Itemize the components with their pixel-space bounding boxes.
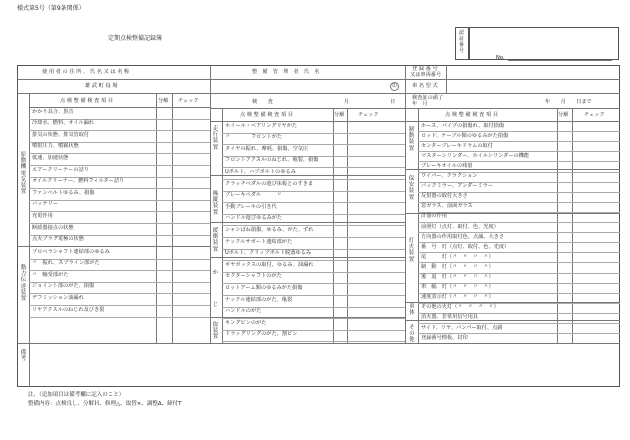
- check-item-label: ロッド、ケーブル類のゆるみがた損傷: [421, 132, 509, 139]
- section-engine: 原動機電気装置: [20, 152, 27, 196]
- check-cell[interactable]: [347, 318, 405, 330]
- check-item-label: ワイパー、クラクション: [421, 173, 478, 179]
- check-cell[interactable]: [347, 260, 405, 272]
- check-cell[interactable]: [347, 167, 405, 179]
- header-line-1: [17, 79, 620, 80]
- check-item-label: 冷却水、燃料、オイル漏れ: [32, 120, 94, 127]
- check-cell[interactable]: [347, 330, 405, 342]
- sep-engine-power: [17, 246, 210, 247]
- col2-bunkai-header: 分解: [334, 112, 345, 118]
- check-cell[interactable]: [347, 156, 405, 168]
- expiry-label-1: 検査証の満了: [412, 95, 444, 101]
- col1-items-header: 点 検 整 備 検 査 項 目: [60, 98, 114, 104]
- no-label: No.: [496, 55, 505, 61]
- check-cell[interactable]: [572, 222, 620, 232]
- cert-number-box[interactable]: [469, 27, 619, 60]
- check-cell[interactable]: [172, 211, 210, 223]
- check-item-label: 計器の作用: [421, 213, 447, 220]
- section-ji: じ: [212, 302, 219, 308]
- section-other: その他: [409, 325, 415, 344]
- sep-brake-safety: [405, 169, 620, 170]
- check-cell[interactable]: [172, 235, 210, 247]
- check-cell[interactable]: [347, 191, 405, 203]
- section-power: 動力伝達装置: [20, 265, 27, 303]
- check-cell[interactable]: [172, 223, 210, 235]
- check-item-label: 前照灯（点灯、取付、色、光度）: [421, 223, 499, 230]
- check-cell[interactable]: [172, 270, 210, 282]
- check-cell[interactable]: [347, 295, 405, 307]
- check-item-label: ギヤボックスの取付、ゆるみ、油漏れ: [225, 261, 314, 268]
- check-cell[interactable]: [172, 188, 210, 200]
- check-item-label: ドラッグリングのがた、割ピン: [225, 331, 298, 338]
- document-title: 定期点検整備記録簿: [108, 35, 163, 42]
- check-item-label: 速度表示灯（〃 〃 〃 〃）: [421, 294, 494, 301]
- check-cell[interactable]: [572, 242, 620, 252]
- check-item-label: 尾 灯（〃 〃 〃 〃）: [421, 253, 494, 260]
- check-item-label: 排気の状態、排気管取付: [32, 131, 90, 138]
- check-item-label: ファンベルトゆるみ、損傷: [32, 189, 95, 196]
- check-cell[interactable]: [572, 262, 620, 272]
- check-item-label: キングピンのがた: [225, 319, 267, 326]
- check-cell[interactable]: [572, 141, 620, 151]
- check-cell[interactable]: [347, 214, 405, 226]
- remarks-area[interactable]: [30, 344, 619, 386]
- section-lights: 灯火装置: [408, 238, 415, 263]
- col2-start-line: [210, 93, 211, 343]
- check-item-label: 〃 フロントがた: [225, 134, 283, 141]
- check-cell[interactable]: [347, 133, 405, 145]
- check-cell[interactable]: [347, 283, 405, 295]
- section-body: 車体: [409, 304, 415, 317]
- check-cell[interactable]: [347, 272, 405, 284]
- check-cell[interactable]: [572, 151, 620, 161]
- check-cell[interactable]: [347, 202, 405, 214]
- check-cell[interactable]: [572, 273, 620, 283]
- check-item-label: 噴射圧力、噴霧状態: [32, 143, 79, 150]
- check-cell[interactable]: [172, 200, 210, 212]
- check-item-label: ナックルサポート連結部がた: [225, 238, 293, 245]
- check-item-label: 制 動 灯（〃 〃 〃 〃）: [421, 263, 494, 270]
- check-item-label: バッテリー: [32, 201, 58, 208]
- user-value[interactable]: 雄 武 町 役 場: [85, 83, 118, 89]
- check-cell[interactable]: [172, 153, 210, 165]
- check-cell[interactable]: [347, 144, 405, 156]
- check-item-label: かかり具合、異音: [32, 108, 74, 115]
- check-item-label: サイド、リヤ、バンパー取付、点錆: [421, 324, 503, 331]
- col3-check-header: チェック: [584, 112, 605, 118]
- cert-label: 認証番号: [458, 30, 464, 54]
- check-cell[interactable]: [172, 177, 210, 189]
- check-item-label: シャシばね損傷、ゆるみ、がた、ずれ: [225, 226, 314, 233]
- section-running: 走行装置: [212, 126, 219, 151]
- check-item-label: 方向器の作用取付色、点滅、大きさ: [421, 233, 505, 240]
- col2-items-header: 点 検 整 備 検 査 項 目: [240, 112, 294, 118]
- footer-legend: 整備内容：点検良し、分解Ｈ、修理△、取替×、調整Δ、締付T: [28, 401, 182, 407]
- check-cell[interactable]: [572, 202, 620, 212]
- check-cell[interactable]: [572, 303, 620, 313]
- check-item-label: エアークリーナーの詰り: [32, 166, 89, 173]
- check-cell[interactable]: [172, 305, 210, 317]
- col3-start-line: [405, 93, 406, 343]
- check-item-label: ロットアーム類のゆるみがた損傷: [225, 284, 303, 291]
- col1-check-header: チェック: [178, 98, 199, 104]
- section-brake-ctl: 取装置: [212, 322, 219, 341]
- check-cell[interactable]: [172, 259, 210, 271]
- check-item-label: Uボルト、ハブボルトのゆるみ: [225, 168, 296, 175]
- sep-steering-suspension: [210, 222, 405, 223]
- check-item-label: 後 退 灯（〃 〃 〃 〃）: [421, 274, 494, 280]
- check-cell[interactable]: [347, 225, 405, 237]
- check-cell[interactable]: [572, 172, 620, 182]
- inspection-label: 検 査: [252, 99, 273, 105]
- col3-items-header: 点 検 整 備 検 査 項 目: [445, 112, 499, 118]
- check-item-label: その他の火灯（〃 〃 〃 〃）: [421, 304, 499, 311]
- col2-check-header: チェック: [358, 112, 379, 118]
- header-divider-3: [446, 65, 447, 93]
- inspection-month: 月: [344, 99, 350, 105]
- col3-section-line: [418, 108, 419, 343]
- check-cell[interactable]: [572, 283, 620, 293]
- check-item-label: 登録番号標板、封印: [421, 334, 468, 341]
- col3-bunkai-line: [557, 108, 558, 343]
- expiry-label-2: 年 月: [412, 101, 428, 107]
- check-cell[interactable]: [172, 130, 210, 142]
- col1-bunkai-header: 分解: [158, 98, 169, 104]
- no-underline: [508, 60, 612, 61]
- check-item-label: Uボルト、クリップボルト脱落ゆるみ: [225, 250, 312, 257]
- check-item-label: 〃 軸受部がた: [32, 271, 69, 278]
- check-cell[interactable]: [172, 107, 210, 119]
- check-cell[interactable]: [347, 237, 405, 249]
- check-item-label: ホース、パイプの損傷れ、取付損傷: [421, 122, 505, 129]
- check-item-label: ジョイント部のがた、損傷: [32, 283, 95, 290]
- reg-label-2: 又は車両番号: [410, 72, 442, 78]
- check-item-label: 番 号 灯（点灯、取付、色、光度）: [421, 243, 510, 250]
- check-item-label: バックミラー、アンダーミラー: [421, 183, 494, 190]
- section-suspension: 緩衝装置: [212, 228, 219, 253]
- check-cell[interactable]: [572, 313, 620, 323]
- section-safety: 保安装置: [408, 176, 415, 201]
- check-cell[interactable]: [172, 282, 210, 294]
- check-cell[interactable]: [172, 165, 210, 177]
- check-cell[interactable]: [172, 247, 210, 259]
- section-braking: 制動装置: [408, 127, 415, 152]
- remarks-label: 備考: [20, 350, 27, 363]
- footer-note: 註、（追加項目は備考欄に記入のこと）: [28, 392, 125, 398]
- check-item-label: セクターシャフトのがた: [225, 273, 282, 280]
- check-cell[interactable]: [172, 293, 210, 305]
- check-item-label: 車 幅 灯（〃 〃 〃 〃）: [421, 284, 494, 291]
- expiry-date: 年 月 日まで: [545, 99, 592, 105]
- check-item-label: 反射器の取付大きさ: [421, 193, 468, 200]
- section-steering: 操縦装置: [212, 191, 219, 216]
- check-cell[interactable]: [572, 323, 620, 333]
- check-item-label: ブレーキペダル 〃: [225, 192, 282, 199]
- col3-bunkai-header: 分解: [558, 112, 569, 118]
- model-label: 車 名 型 式: [412, 83, 438, 89]
- check-cell[interactable]: [572, 232, 620, 242]
- check-cell[interactable]: [572, 182, 620, 192]
- check-item-label: 低速、加速状態: [32, 154, 69, 161]
- check-item-label: 窓ガラス、前面ガラス: [421, 203, 473, 210]
- check-cell[interactable]: [572, 333, 620, 343]
- sep-safety-lights: [405, 213, 620, 214]
- seal-mark: 印: [390, 82, 399, 91]
- check-cell[interactable]: [572, 252, 620, 262]
- check-item-label: プロペラシャフト連結部のゆるみ: [32, 248, 110, 255]
- sep-suspension-ka: [210, 257, 405, 258]
- check-item-label: 手動ブレーキの引き代: [225, 203, 277, 210]
- check-item-label: フロントアクスルのねじれ、亀裂、損傷: [225, 157, 319, 164]
- check-item-label: デフミッション油漏れ: [32, 294, 84, 301]
- check-cell[interactable]: [347, 179, 405, 191]
- inspection-day: 日: [390, 99, 396, 105]
- check-cell[interactable]: [347, 249, 405, 261]
- check-item-label: リヤアクスルのねじれ及びき裂: [32, 306, 105, 313]
- header-divider-2: [405, 65, 406, 93]
- inspection-row-line: [210, 108, 620, 109]
- check-item-label: 点火プラグ電極の状態: [32, 236, 84, 243]
- check-cell[interactable]: [572, 192, 620, 202]
- sep-body-other: [405, 320, 620, 321]
- row-line: [29, 317, 210, 318]
- reg-label-1: 登 録 番 号: [412, 66, 438, 72]
- check-item-label: 断続器接点の状態: [32, 224, 74, 231]
- check-cell[interactable]: [572, 121, 620, 131]
- check-item-label: ブレーキオイルの残量: [421, 162, 473, 169]
- header-divider-1: [210, 65, 211, 93]
- check-item-label: センターブレーキドラムの取付: [421, 142, 493, 149]
- check-item-label: ハンドル遊びゆるみがた: [225, 215, 283, 222]
- check-item-label: ホイール・ベアリングリヤがた: [225, 122, 298, 129]
- user-label: 使 用 者 の 住 所 、 氏 名 又 は 名 称: [42, 69, 130, 75]
- check-item-label: 充電作用: [32, 212, 53, 219]
- check-cell[interactable]: [572, 131, 620, 141]
- check-item-label: ナックル連結部のがた、亀裂: [225, 296, 293, 303]
- check-cell[interactable]: [172, 119, 210, 131]
- sep-lights-body: [405, 302, 620, 303]
- check-item-label: クラッチペダルの遊び床板とのすきま: [225, 180, 314, 187]
- check-item-label: ハンドルのがた: [225, 308, 262, 315]
- check-item-label: 〃 振れ、スプライン部がた: [32, 260, 100, 267]
- check-item-label: オイルクリーナー、燃料フィルター詰り: [32, 178, 125, 185]
- check-cell[interactable]: [347, 121, 405, 133]
- sep-ka-ctl: [210, 317, 405, 318]
- check-item-label: タイヤの振れ、摩耗、損傷、空気圧: [225, 145, 309, 152]
- sep-running-steering: [210, 175, 405, 176]
- form-number: 様式第5号（第9条関係）: [17, 5, 85, 12]
- check-cell[interactable]: [172, 142, 210, 154]
- check-item-label: マスターシリンダー、ホイルシリンダーの機能: [421, 152, 530, 159]
- section-ka: か: [212, 270, 219, 276]
- check-item-label: 消火器、非常用信号用具: [421, 314, 479, 321]
- maint-manager-label: 整 備 管 理 者 氏 名: [252, 69, 320, 75]
- header-line-2: [17, 93, 620, 94]
